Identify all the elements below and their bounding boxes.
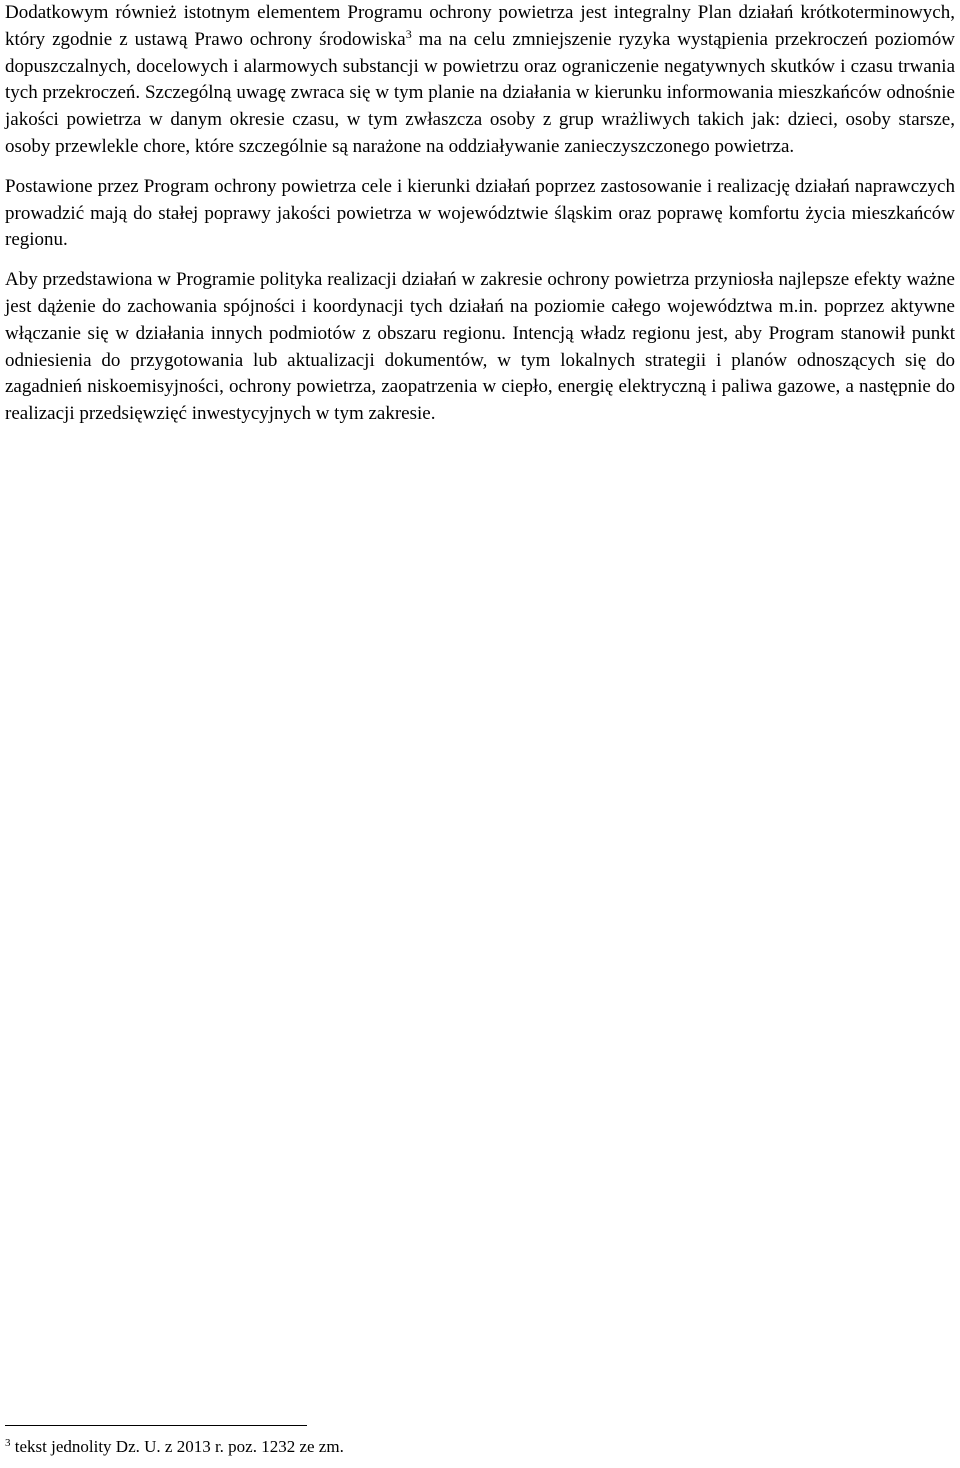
paragraph-text: Dodatkowym również istotnym elementem Programu ochrony powietrza jest integralny Plan działań krótkoterminowych, który zgodnie z ustawą Prawo ochrony środowiska [5,2,955,50]
footnote-text: tekst jednolity Dz. U. z 2013 r. poz. 1232 ze zm. [10,1437,344,1456]
footnote-section [5,1425,955,1457]
document-body [5,0,955,441]
footnote-number: 3 [5,1437,11,1449]
paragraph-policy-coordination: Aby przedstawiona w Programie polityka realizacji działań w zakresie ochrony powietrza przyniosła najlepsze efekty ważne jest dążenie do zachowania spójności i koordynacji tych działań na poziomie całego województwa m.in. poprzez aktywne włączanie się w działania innych podmiotów z obszaru regionu. Intencją władz regionu jest, aby Program stanowił punkt odniesienia do przygotowania lub aktualizacji dokumentów, w tym lokalnych strategii i planów odnoszących się do zagadnień niskoemisyjności, ochrony powietrza, zaopatrzenia w ciepło, energię elektryczną i paliwa gazowe, a następnie do realizacji przedsięwzięć inwestycyjnych w tym zakresie. [5,269,955,425]
paragraph-program-goals: Postawione przez Program ochrony powietrza cele i kierunki działań poprzez zastosowanie i realizację działań naprawczych prowadzić mają do stałej poprawy jakości powietrza w województwie śląskim oraz poprawę komfortu życia mieszkańców regionu. [5,175,955,251]
paragraph-short-term-plan [5,0,955,161]
footnote [5,1437,955,1457]
footnote-reference: 3 [405,26,412,41]
footnote-separator [5,1425,307,1426]
paragraph-text: ma na celu zmniejszenie ryzyka wystąpienia przekroczeń poziomów dopuszczalnych, docelowych i alarmowych substancji w powietrzu oraz ograniczenie negatywnych skutków i czasu trwania tych przekroczeń. Szczególną uwagę zwraca się w tym planie na działania w kierunku informowania mieszkańców odnośnie jakości powietrza w danym okresie czasu, w tym zwłaszcza osoby z grup wrażliwych takich jak: dzieci, osoby starsze, osoby przewlekle chore, które szczególnie są narażone na oddziaływanie zanieczyszczonego powietrza. [5,28,955,157]
